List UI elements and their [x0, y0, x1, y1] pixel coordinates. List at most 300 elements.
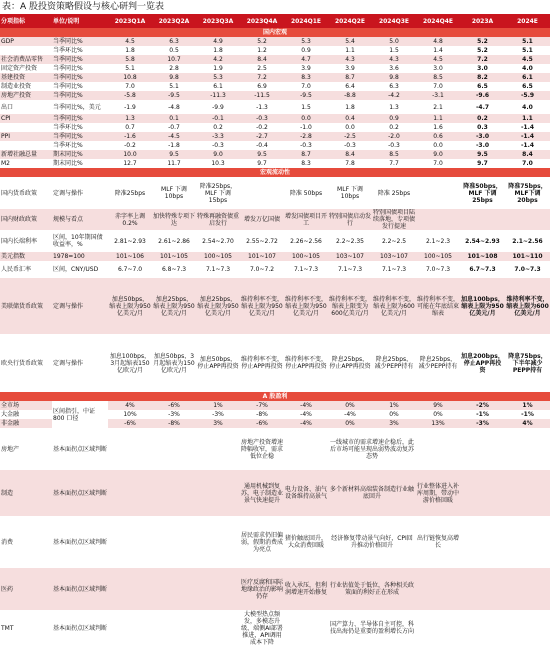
value-cell: [416, 610, 460, 646]
value-cell: 4%: [505, 419, 550, 428]
row-label: [0, 141, 52, 150]
value-cell: 5.8: [108, 55, 152, 64]
value-cell: -3%: [460, 419, 505, 428]
table-row: [0, 516, 550, 568]
value-cell: [284, 428, 328, 470]
value-cell: 房地产投资增速降幅收窄，需求低位企稳: [240, 428, 284, 470]
row-label: 国内长端利率: [0, 230, 52, 252]
value-cell: -4.2: [372, 91, 416, 100]
value-cell: 加快特殊专项下达: [152, 209, 196, 230]
value-cell: 降息25bps，减少PEPP持有: [372, 334, 416, 392]
row-unit: 基本面拐点区域判断: [52, 516, 108, 568]
value-cell: 6.8~7.3: [152, 261, 196, 278]
value-cell: 1.6: [416, 123, 460, 132]
value-cell: 8.4: [328, 150, 372, 159]
value-cell: 猪价触底回升，大众消费回暖: [284, 516, 328, 568]
value-cell: -7%: [240, 401, 284, 410]
value-cell: 7.0: [505, 159, 550, 168]
value-cell: 0%: [328, 419, 372, 428]
value-cell: -1%: [460, 410, 505, 419]
value-cell: 8.4: [240, 55, 284, 64]
value-cell: 101~106: [108, 252, 152, 261]
value-cell: 0.7: [108, 123, 152, 132]
value-cell: [196, 470, 240, 516]
value-cell: [460, 209, 505, 230]
table-row: [0, 82, 550, 91]
value-cell: [152, 610, 196, 646]
table-row: [0, 114, 550, 123]
value-cell: [416, 568, 460, 610]
row-unit: 基本面拐点区域判断: [52, 470, 108, 516]
value-cell: 7.1~7.3: [372, 261, 416, 278]
value-cell: -0.2: [240, 123, 284, 132]
value-cell: 100~105: [284, 252, 328, 261]
section-title: 国内宏观: [0, 28, 550, 37]
value-cell: 7.0~7.2: [240, 261, 284, 278]
value-cell: 9.5: [152, 150, 196, 159]
header-cell: 2024Q3E: [372, 14, 416, 28]
value-cell: 增发国债项目开工: [284, 209, 328, 230]
value-cell: 8.4: [505, 150, 550, 159]
value-cell: 4.5: [416, 55, 460, 64]
row-label: 房地产投资: [0, 91, 52, 100]
value-cell: -4%: [284, 401, 328, 410]
value-cell: 3.9: [284, 64, 328, 73]
row-unit: 当季同比%: [52, 82, 108, 91]
table-row: [0, 428, 550, 470]
value-cell: 8.2: [460, 73, 505, 82]
value-cell: 1.3: [372, 100, 416, 114]
value-cell: 维持利率不变，缩表上限变为600亿美元/月: [328, 278, 372, 334]
value-cell: -6%: [108, 419, 152, 428]
value-cell: [196, 610, 240, 646]
value-cell: 赤字率上调0.2%: [108, 209, 152, 230]
value-cell: 经济修复带动景气向好，CPI回升推动价格回升: [328, 516, 416, 568]
table-row: [0, 141, 550, 150]
value-cell: 降准50bps，MLF 下调25bps: [460, 177, 505, 209]
page-title: 表：A 股投资策略假设与核心研判一览表: [2, 2, 165, 12]
section-row: [0, 168, 550, 177]
value-cell: 6.5: [505, 82, 550, 91]
row-label: [0, 46, 52, 55]
value-cell: -5.9: [505, 91, 550, 100]
table-row: [0, 55, 550, 64]
value-cell: 3.0: [416, 64, 460, 73]
value-cell: 2.2~2.35: [328, 230, 372, 252]
value-cell: 特殊再融资债重启发行: [196, 209, 240, 230]
row-unit: 当季同比%: [52, 55, 108, 64]
value-cell: -9.9: [196, 100, 240, 114]
value-cell: [196, 568, 240, 610]
value-cell: 8.3: [284, 159, 328, 168]
value-cell: [505, 610, 550, 646]
value-cell: -4%: [284, 410, 328, 419]
value-cell: 5.1: [505, 46, 550, 55]
value-cell: -1.4: [505, 141, 550, 150]
row-label: 房地产: [0, 428, 52, 470]
value-cell: -9.5: [284, 91, 328, 100]
value-cell: [196, 516, 240, 568]
value-cell: -4%: [328, 410, 372, 419]
value-cell: 行业估值处于低位，各种相关政策面的利好正在形成: [328, 568, 416, 610]
value-cell: 降准25bps，MLF 下调15bps: [196, 177, 240, 209]
value-cell: 4.2: [196, 55, 240, 64]
value-cell: [460, 470, 505, 516]
value-cell: 12.7: [108, 159, 152, 168]
value-cell: MLF 下调10bps: [328, 177, 372, 209]
row-label: 欧央行货币政策: [0, 334, 52, 392]
value-cell: 特别国债启动发行: [328, 209, 372, 230]
value-cell: -8%: [240, 410, 284, 419]
row-unit: 当季环比%: [52, 141, 108, 150]
value-cell: 降息25bps，减少PEPP持有: [416, 334, 460, 392]
value-cell: MLF 下调10bps: [152, 177, 196, 209]
value-cell: [416, 177, 460, 209]
row-unit: 定调与操作: [52, 278, 108, 334]
value-cell: -4%: [284, 419, 328, 428]
value-cell: 7.0~7.3: [416, 261, 460, 278]
row-unit: 当季同比%: [52, 64, 108, 73]
value-cell: 2.81~2.93: [108, 230, 152, 252]
value-cell: 2.61~2.86: [152, 230, 196, 252]
value-cell: 7.2: [240, 73, 284, 82]
table-row: [0, 46, 550, 55]
table-row: [0, 209, 550, 230]
value-cell: 7.0: [108, 82, 152, 91]
value-cell: 6.7~7.3: [460, 261, 505, 278]
row-label: CPI: [0, 114, 52, 123]
value-cell: 4.3: [372, 55, 416, 64]
value-cell: 一线城市的需求增速企稳后，此后市场可能呈现出弱势波动复苏态势: [328, 428, 416, 470]
value-cell: 4.0: [505, 64, 550, 73]
value-cell: -1.4: [505, 123, 550, 132]
value-cell: 4.9: [196, 37, 240, 46]
table-row: [0, 230, 550, 252]
value-cell: 降息75bps，下半年减少PEPP持有: [505, 334, 550, 392]
value-cell: 0.0: [328, 123, 372, 132]
value-cell: -2.0: [372, 132, 416, 141]
value-cell: 国产算力、半导体自主可控，科技出海仍是重要的盈利增长方向: [328, 610, 416, 646]
value-cell: 2.55~2.72: [240, 230, 284, 252]
value-cell: 3.9: [328, 64, 372, 73]
value-cell: 3%: [196, 419, 240, 428]
value-cell: 9.5: [240, 150, 284, 159]
value-cell: -0.3: [372, 141, 416, 150]
value-cell: [152, 470, 196, 516]
value-cell: -1.4: [505, 132, 550, 141]
table-row: [0, 401, 550, 410]
header-cell: 单位/说明: [52, 14, 108, 28]
value-cell: -9.5: [152, 91, 196, 100]
row-unit: 基本面拐点区域判断: [52, 610, 108, 646]
row-unit: 当季同比%: [52, 132, 108, 141]
value-cell: 8.5: [372, 150, 416, 159]
header-cell: 2024Q4E: [416, 14, 460, 28]
value-cell: 5.2: [460, 46, 505, 55]
value-cell: 7.0: [416, 82, 460, 91]
value-cell: 8.5: [416, 73, 460, 82]
value-cell: [460, 516, 505, 568]
section-title: 宏观流动性: [0, 168, 550, 177]
value-cell: 1.8: [328, 100, 372, 114]
row-label: 制造: [0, 470, 52, 516]
table-row: [0, 73, 550, 82]
value-cell: [505, 470, 550, 516]
row-label: 国内财政政策: [0, 209, 52, 230]
value-cell: [505, 209, 550, 230]
table-row: [0, 568, 550, 610]
row-unit: 1978=100: [52, 252, 108, 261]
value-cell: -1.6: [108, 132, 152, 141]
value-cell: 101~105: [152, 252, 196, 261]
value-cell: 5.1: [108, 64, 152, 73]
value-cell: 3.0: [460, 64, 505, 73]
value-cell: 多个新材料高端装备制造行业触底回升: [328, 470, 416, 516]
value-cell: -0.1: [196, 114, 240, 123]
row-unit: 区间指引，中证 800 口径: [52, 401, 108, 428]
row-unit: 定调与操作: [52, 177, 108, 209]
value-cell: 1.8: [196, 46, 240, 55]
value-cell: 9.0: [416, 150, 460, 159]
row-unit: 当季同比%: [52, 114, 108, 123]
value-cell: 0%: [328, 401, 372, 410]
value-cell: 加息25bps，缩表上限为950亿美元/月: [152, 278, 196, 334]
value-cell: [152, 516, 196, 568]
row-label: 美联储货币政策: [0, 278, 52, 334]
header-cell: 2023Q1A: [108, 14, 152, 28]
value-cell: 1%: [196, 401, 240, 410]
value-cell: 通用机械到复苏，电子制造业景气快速提升: [240, 470, 284, 516]
value-cell: -0.3: [196, 141, 240, 150]
value-cell: [284, 610, 328, 646]
row-label: 社会消费品零售: [0, 55, 52, 64]
row-label: [0, 123, 52, 132]
value-cell: [108, 516, 152, 568]
value-cell: -2%: [460, 401, 505, 410]
value-cell: 3%: [372, 419, 416, 428]
value-cell: 行业整体进入补库周期，带动中游价格回暖: [416, 470, 460, 516]
value-cell: [460, 428, 505, 470]
value-cell: 加息200bps，停止APP再投资: [460, 334, 505, 392]
value-cell: 0.0: [284, 114, 328, 123]
value-cell: 0.0: [416, 141, 460, 150]
section-row: [0, 28, 550, 37]
value-cell: 2.54~2.70: [196, 230, 240, 252]
value-cell: 维持利率不变，停止APP再投资: [240, 334, 284, 392]
table-row: [0, 610, 550, 646]
value-cell: 5.3: [196, 73, 240, 82]
value-cell: 0%: [416, 410, 460, 419]
value-cell: 1.1: [505, 114, 550, 123]
value-cell: -1.3: [240, 100, 284, 114]
value-cell: 13%: [416, 419, 460, 428]
value-cell: -9.6: [460, 91, 505, 100]
value-cell: 1.1: [328, 46, 372, 55]
value-cell: 电力设备、油气设备维持高景气: [284, 470, 328, 516]
table-row: [0, 177, 550, 209]
value-cell: 10.7: [152, 55, 196, 64]
header-cell: 分项指标: [0, 14, 52, 28]
row-unit: 定调与操作: [52, 334, 108, 392]
row-label: 大金融: [0, 410, 52, 419]
value-cell: [152, 568, 196, 610]
value-cell: [240, 177, 284, 209]
value-cell: 维持利率不变，缩表上限为600亿美元/月: [505, 278, 550, 334]
value-cell: 101~108: [460, 252, 505, 261]
value-cell: 0.1: [152, 114, 196, 123]
value-cell: 3.6: [372, 64, 416, 73]
row-unit: 当季同比%: [52, 37, 108, 46]
value-cell: 0.4: [328, 114, 372, 123]
value-cell: 9.5: [460, 150, 505, 159]
value-cell: 9.0: [196, 150, 240, 159]
value-cell: 0.9: [372, 114, 416, 123]
value-cell: -2.7: [240, 132, 284, 141]
value-cell: 维持利率不变，缩表上限为950亿美元/月: [240, 278, 284, 334]
row-label: 非金融: [0, 419, 52, 428]
row-label: 医药: [0, 568, 52, 610]
value-cell: -3%: [196, 410, 240, 419]
value-cell: 100~105: [196, 252, 240, 261]
value-cell: 11.7: [152, 159, 196, 168]
value-cell: 加息100bps，缩表上限为950亿美元/月: [460, 278, 505, 334]
value-cell: 8.7: [328, 73, 372, 82]
row-label: 固定资产投资: [0, 64, 52, 73]
table-row: [0, 100, 550, 114]
value-cell: 7.8: [328, 159, 372, 168]
value-cell: -0.7: [152, 123, 196, 132]
value-cell: 4%: [108, 401, 152, 410]
value-cell: 101~110: [505, 252, 550, 261]
value-cell: 4.5: [505, 55, 550, 64]
value-cell: -0.3: [284, 141, 328, 150]
value-cell: 7.1~7.3: [196, 261, 240, 278]
value-cell: -3%: [152, 410, 196, 419]
value-cell: 1.2: [240, 46, 284, 55]
table-row: [0, 334, 550, 392]
value-cell: 0.2: [460, 114, 505, 123]
value-cell: 收入承压，但利润增速开始修复: [284, 568, 328, 610]
row-label: 出口: [0, 100, 52, 114]
value-cell: 4.0: [505, 100, 550, 114]
value-cell: 7.0~7.3: [505, 261, 550, 278]
row-unit: 基本面拐点区域判断: [52, 428, 108, 470]
value-cell: 0.2: [372, 123, 416, 132]
value-cell: [108, 428, 152, 470]
header-cell: 2023Q2A: [152, 14, 196, 28]
value-cell: -0.4: [240, 141, 284, 150]
value-cell: 9.7: [240, 159, 284, 168]
value-cell: 2.1: [416, 100, 460, 114]
value-cell: 6.5: [460, 82, 505, 91]
value-cell: -0.3: [240, 114, 284, 123]
row-label: PPI: [0, 132, 52, 141]
value-cell: 4.5: [108, 37, 152, 46]
row-unit: 当季同比%: [52, 73, 108, 82]
row-label: 人民币汇率: [0, 261, 52, 278]
value-cell: -4.5: [152, 132, 196, 141]
value-cell: 2.8: [152, 64, 196, 73]
value-cell: 医疗反腐和国际地缘政治的影响仍存: [240, 568, 284, 610]
value-cell: -4.8: [152, 100, 196, 114]
value-cell: [416, 209, 460, 230]
section-row: [0, 392, 550, 401]
value-cell: 0%: [372, 410, 416, 419]
value-cell: 0.2: [196, 123, 240, 132]
row-unit: 规模与看点: [52, 209, 108, 230]
value-cell: [108, 470, 152, 516]
value-cell: 9.8: [372, 73, 416, 82]
value-cell: [416, 428, 460, 470]
value-cell: -0.2: [108, 141, 152, 150]
row-unit: 期末同比%: [52, 159, 108, 168]
value-cell: 10.8: [108, 73, 152, 82]
value-cell: 5.2: [240, 37, 284, 46]
value-cell: 5.1: [152, 82, 196, 91]
value-cell: [505, 568, 550, 610]
header-cell: 2024Q1E: [284, 14, 328, 28]
value-cell: 增发万亿国债: [240, 209, 284, 230]
row-unit: 基本面拐点区域判断: [52, 568, 108, 610]
value-cell: 10%: [108, 410, 152, 419]
value-cell: 加息100bps，3月起缩表150亿欧元/月: [108, 334, 152, 392]
value-cell: 1%: [505, 401, 550, 410]
value-cell: 0.6: [416, 132, 460, 141]
value-cell: 维持利率不变，停止APP再投资: [284, 334, 328, 392]
value-cell: 6.3: [152, 37, 196, 46]
table-row: [0, 252, 550, 261]
table-row: [0, 123, 550, 132]
table-row: [0, 278, 550, 334]
value-cell: 居民需求仍旧偏弱，假期消费成为亮点: [240, 516, 284, 568]
row-label: 基建投资: [0, 73, 52, 82]
value-cell: [152, 428, 196, 470]
value-cell: 5.4: [328, 37, 372, 46]
value-cell: 4.8: [416, 37, 460, 46]
header-row: [0, 14, 550, 28]
value-cell: 2.26~2.56: [284, 230, 328, 252]
value-cell: 1.8: [108, 46, 152, 55]
value-cell: 1.1: [416, 114, 460, 123]
value-cell: 7.2: [460, 55, 505, 64]
row-unit: 当季同比%，美元: [52, 100, 108, 114]
value-cell: -3.3: [196, 132, 240, 141]
value-cell: -3.1: [416, 91, 460, 100]
row-label: 美元指数: [0, 252, 52, 261]
strategy-table: [0, 14, 550, 646]
value-cell: [505, 516, 550, 568]
value-cell: -11.3: [196, 91, 240, 100]
table-row: [0, 150, 550, 159]
value-cell: 加息25bps，缩表上限为950亿美元/月: [196, 278, 240, 334]
value-cell: 加息50bps，停止APP再投资: [196, 334, 240, 392]
table-row: [0, 261, 550, 278]
value-cell: 维持利率不变，可能在年底结束缩表: [416, 278, 460, 334]
value-cell: 加息50bps，3月起缩表为150亿欧元/月: [152, 334, 196, 392]
header-cell: 2024Q2E: [328, 14, 372, 28]
value-cell: 6.4: [328, 82, 372, 91]
value-cell: 10.3: [196, 159, 240, 168]
table-row: [0, 64, 550, 73]
row-label: 国内货币政策: [0, 177, 52, 209]
value-cell: [460, 568, 505, 610]
row-unit: 当季环比%: [52, 46, 108, 55]
value-cell: 降息25bps，停止APP再投资: [328, 334, 372, 392]
row-label: M2: [0, 159, 52, 168]
value-cell: [108, 568, 152, 610]
value-cell: 6.1: [196, 82, 240, 91]
value-cell: 9%: [416, 401, 460, 410]
